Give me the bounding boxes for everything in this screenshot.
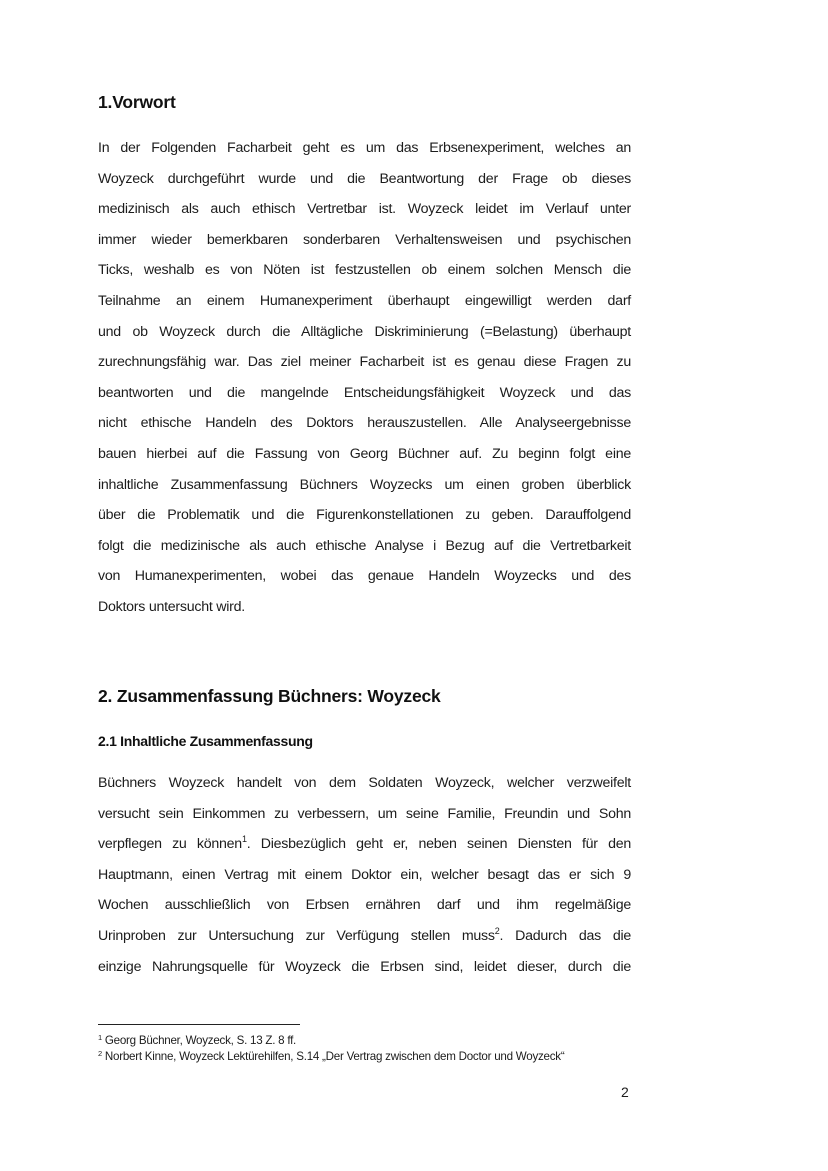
text-line: Doktors untersucht wird. xyxy=(98,598,245,615)
paragraph-vorwort xyxy=(98,133,631,623)
text-segment: Urinproben zur Untersuchung zur Verfügung stellen muss xyxy=(98,927,495,944)
footnote-marker: 2 xyxy=(98,1049,102,1058)
text-line: Woyzeck durchgeführt wurde und die Beantwortung der Frage ob dieses xyxy=(98,170,631,187)
text-line: zurechnungsfähig war. Das ziel meiner Facharbeit ist es genau diese Fragen zu xyxy=(98,354,631,371)
footnotes xyxy=(98,1033,638,1065)
footnote-1 xyxy=(98,1033,638,1049)
text-line: bauen hierbei auf die Fassung von Georg Büchner auf. Zu beginn folgt eine xyxy=(98,445,631,462)
text-line: und ob Woyzeck durch die Alltägliche Diskriminierung (=Belastung) überhaupt xyxy=(98,323,631,340)
footnote-separator xyxy=(98,1024,300,1025)
page-number: 2 xyxy=(621,1084,629,1100)
text-line: nicht ethische Handeln des Doktors herauszustellen. Alle Analyseergebnisse xyxy=(98,415,631,432)
text-line: Teilnahme an einem Humanexperiment überhaupt eingewilligt werden darf xyxy=(98,292,631,309)
text-line: immer wieder bemerkbaren sonderbaren Verhaltensweisen und psychischen xyxy=(98,231,631,248)
heading-zusammenfassung: 2. Zusammenfassung Büchners: Woyzeck xyxy=(98,686,441,706)
text-line xyxy=(98,829,631,860)
paragraph-zusammenfassung xyxy=(98,768,631,982)
footnote-text: Norbert Kinne, Woyzeck Lektürehilfen, S.14 „Der Vertrag zwischen dem Doctor und Woyzeck“ xyxy=(101,1050,565,1063)
text-line: versucht sein Einkommen zu verbessern, um seine Familie, Freundin und Sohn xyxy=(98,805,631,822)
text-line: In der Folgenden Facharbeit geht es um das Erbsenexperiment, welches an xyxy=(98,140,631,156)
footnote-reference-2[interactable]: 2 xyxy=(494,925,500,936)
text-line: Hauptmann, einen Vertrag mit einem Doktor ein, welcher besagt das er sich 9 xyxy=(98,866,631,883)
footnote-marker: 1 xyxy=(98,1033,102,1042)
text-line: medizinisch als auch ethisch Vertretbar ist. Woyzeck leidet im Verlauf unter xyxy=(98,201,631,218)
heading-vorwort: 1.Vorwort xyxy=(98,92,176,112)
subheading-inhaltliche-zusammenfassung: 2.1 Inhaltliche Zusammenfassung xyxy=(98,733,313,749)
text-line: folgt die medizinische als auch ethische Analyse i Bezug auf die Vertretbarkeit xyxy=(98,537,631,554)
text-line: Ticks, weshalb es von Nöten ist festzustellen ob einem solchen Mensch die xyxy=(98,262,631,279)
footnote-text: Georg Büchner, Woyzeck, S. 13 Z. 8 ff. xyxy=(101,1034,297,1047)
text-line: einzige Nahrungsquelle für Woyzeck die Erbsen sind, leidet dieser, durch die xyxy=(98,958,631,975)
text-segment: . Dadurch das die xyxy=(499,927,631,944)
text-segment: . Diesbezüglich geht er, neben seinen Diensten für den xyxy=(246,836,632,853)
text-line: beantworten und die mangelnde Entscheidungsfähigkeit Woyzeck und das xyxy=(98,384,631,401)
footnote-reference-1[interactable]: 1 xyxy=(241,834,247,845)
text-line: Büchners Woyzeck handelt von dem Soldaten Woyzeck, welcher verzweifelt xyxy=(98,775,631,791)
footnote-2 xyxy=(98,1049,638,1065)
text-line: Wochen ausschließlich von Erbsen ernähren darf und ihm regelmäßige xyxy=(98,897,631,914)
text-line: von Humanexperimenten, wobei das genaue Handeln Woyzecks und des xyxy=(98,568,631,585)
text-line xyxy=(98,921,631,952)
text-line: inhaltliche Zusammenfassung Büchners Woyzecks um einen groben überblick xyxy=(98,476,631,493)
text-segment: verpflegen zu können xyxy=(98,836,242,853)
text-line: über die Problematik und die Figurenkonstellationen zu geben. Darauffolgend xyxy=(98,507,631,524)
